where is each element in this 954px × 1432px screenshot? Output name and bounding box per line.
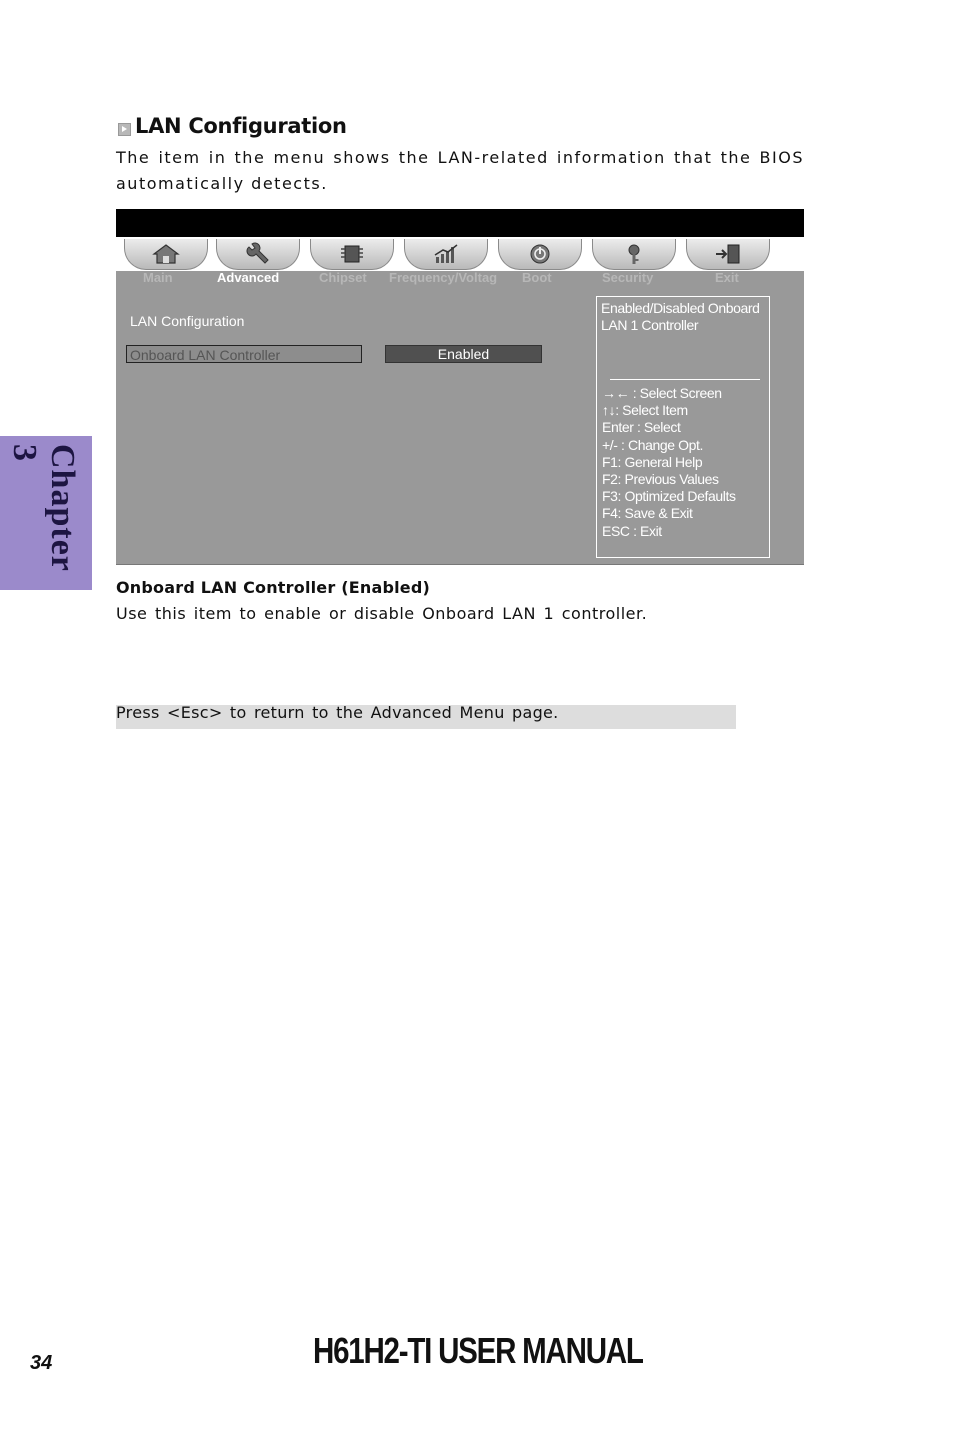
page-number: 34 (30, 1352, 53, 1374)
onboard-lan-controller-label: Onboard LAN Controller (130, 347, 281, 363)
help-key-line: Enter : Select (602, 419, 681, 436)
help-key-line: ESC : Exit (602, 522, 662, 539)
key-icon[interactable] (592, 239, 676, 270)
tab-main[interactable]: Main (143, 270, 173, 285)
item-description: Use this item to enable or disable Onboard LAN 1 controller. (116, 604, 648, 623)
help-key-line: ↑↓: Select Item (602, 402, 688, 419)
help-key-line: F4: Save & Exit (602, 505, 693, 522)
note-box (116, 705, 736, 729)
help-keys-list (602, 385, 736, 540)
home-icon[interactable] (124, 239, 208, 270)
help-panel (596, 296, 770, 558)
bios-title-bar (116, 209, 804, 237)
tab-boot[interactable]: Boot (522, 270, 552, 285)
bios-screen-heading: LAN Configuration (130, 313, 245, 329)
onboard-lan-controller-value[interactable]: Enabled (385, 345, 542, 363)
exit-icon[interactable] (686, 239, 770, 270)
tab-exit[interactable]: Exit (715, 270, 739, 285)
help-key-line: F3: Optimized Defaults (602, 488, 736, 505)
help-key-line: +/- : Change Opt. (602, 436, 703, 453)
help-key-line: F1: General Help (602, 453, 703, 470)
chart-icon[interactable] (404, 239, 488, 270)
section-intro: The item in the menu shows the LAN-related information that the BIOS automatically detects. (116, 148, 804, 193)
power-icon[interactable] (498, 239, 582, 270)
help-divider (610, 379, 760, 380)
chapter-tab (0, 436, 92, 590)
tab-security[interactable]: Security (602, 270, 654, 285)
onboard-lan-controller-row[interactable] (126, 345, 362, 363)
manual-title: H61H2-TI USER MANUAL (313, 1330, 643, 1371)
chapter-label: Chapter 3 (6, 444, 81, 572)
wrench-icon[interactable] (216, 239, 300, 270)
help-key-line: →← : Select Screen (602, 385, 722, 401)
help-key-line: F2: Previous Values (602, 471, 719, 488)
tab-frequency-voltage[interactable]: Frequency/Voltag (389, 270, 498, 285)
section-bullet-icon (118, 123, 131, 136)
item-heading: Onboard LAN Controller (Enabled) (116, 578, 431, 597)
tab-advanced[interactable]: Advanced (217, 270, 280, 285)
tab-chipset[interactable]: Chipset (319, 270, 367, 285)
help-description: Enabled/Disabled Onboard LAN 1 Controller (601, 300, 760, 333)
section-title: LAN Configuration (135, 114, 347, 138)
chip-icon[interactable] (310, 239, 394, 270)
note-text: Press <Esc> to return to the Advanced Menu page. (116, 703, 559, 722)
bios-screenshot (116, 209, 804, 565)
